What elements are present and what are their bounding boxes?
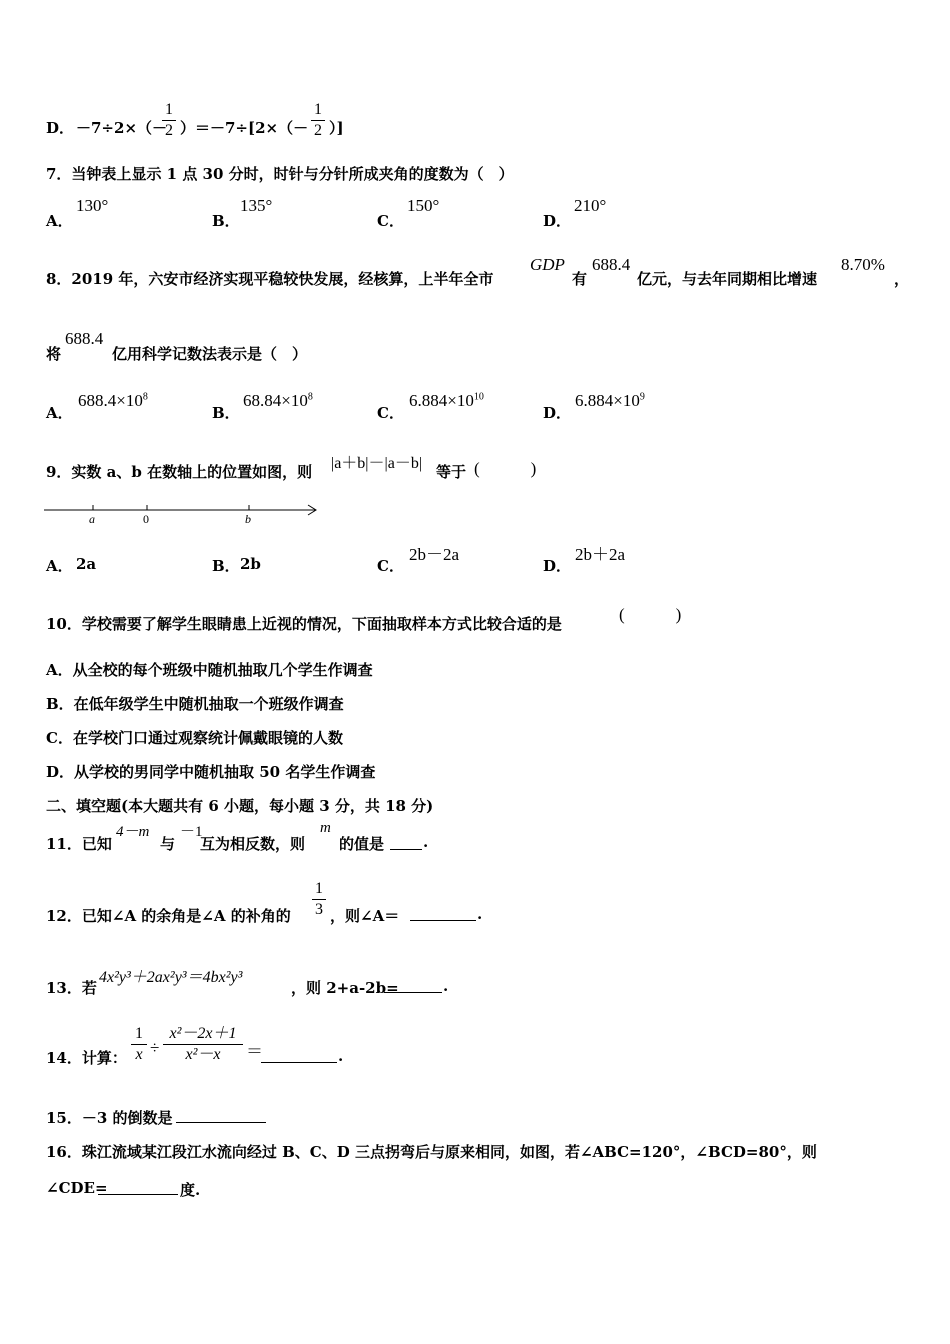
q9-option-b-label: B． [212, 557, 240, 575]
q8-option-c-label: C． [377, 404, 404, 422]
q8-stem-b: 亿元，与去年同期相比增速 [637, 270, 818, 288]
q9-option-d-value: 2b＋2a [575, 545, 626, 564]
q16-line2-b: 度. [180, 1181, 201, 1199]
q8-option-d-value: $6.884\times 10^9$ [575, 391, 645, 410]
q8-comma: ， [894, 270, 910, 288]
q11-a: 11．已知 [46, 835, 112, 853]
q8-option-b-value: $68.84\times 10^8$ [243, 391, 313, 410]
q16-line2-a: ∠CDE= [46, 1179, 108, 1197]
q11-answer-blank[interactable] [390, 835, 422, 850]
q11-expr1: 4－m [116, 824, 150, 840]
q14-a: 14．计算： [46, 1049, 127, 1067]
q6-option-d-part2: ）＝－7÷[2×（－ [180, 119, 309, 137]
q8-value: 688.4 [592, 255, 631, 274]
q8-stem-a: 8．2019 年，六安市经济实现平稳较快发展，经核算，上半年全市 [46, 270, 494, 288]
q8-option-c-value: $6.884\times 10^{10}$ [409, 391, 484, 410]
q8-line2-value: 688.4 [65, 329, 104, 348]
q8-option-a-value: $688.4\times 10^8$ [78, 391, 148, 410]
q11-b: 与 [160, 835, 176, 853]
q6-fraction-2-den: 2 [314, 122, 322, 139]
q11-expr2: －1 [180, 824, 203, 840]
q9-stem-b: 等于 [436, 463, 467, 481]
q14-answer-blank[interactable] [261, 1048, 337, 1063]
q14-fraction-2 [163, 1025, 243, 1064]
q13-b: ，则 2+a-2b= [291, 979, 399, 997]
q14-div: ÷ [150, 1038, 160, 1057]
q11-var: m [320, 820, 331, 836]
axis-label-b: b [245, 512, 251, 526]
q12-answer-blank[interactable] [410, 906, 476, 921]
axis-label-a: a [89, 512, 95, 526]
q7-option-c-value: 150° [407, 196, 440, 215]
q16-answer-blank[interactable] [98, 1180, 178, 1195]
q6-option-d-part3: ）] [329, 119, 344, 137]
q10-paren: ( ) [619, 605, 682, 624]
q15-a: 15．－3 的倒数是 [46, 1109, 173, 1127]
q14-fraction-2-den: x²－x [185, 1046, 221, 1063]
q8-gdp: GDP [530, 255, 565, 274]
q12-fraction-num: 1 [315, 880, 323, 897]
q11-end: . [423, 833, 429, 851]
q13-expr: 4x²y³＋2ax²y³＝4bx²y³ [99, 969, 243, 986]
q7-option-d-label: D． [543, 212, 572, 230]
q7-option-a-value: 130° [76, 196, 109, 215]
q10-stem: 10．学校需要了解学生眼睛患上近视的情况，下面抽取样本方式比较合适的是 [46, 615, 562, 633]
q10-option-b: B．在低年级学生中随机抽取一个班级作调查 [46, 695, 344, 713]
q6-fraction-1-den: 2 [165, 122, 173, 139]
q16-line1: 16．珠江流域某江段江水流向经过 B、C、D 三点拐弯后与原来相同，如图，若∠ABC=120°，∠BCD=80°，则 [46, 1143, 817, 1161]
q14-fraction-1-num: 1 [135, 1025, 143, 1042]
axis-label-zero: 0 [143, 512, 149, 526]
q8-option-a-label: A． [46, 404, 73, 422]
q9-stem-a: 9．实数 a、b 在数轴上的位置如图，则 [46, 463, 313, 481]
q9-option-c-value: 2b－2a [409, 545, 460, 564]
q9-option-a-value: 2a [76, 555, 97, 573]
q12-a: 12．已知∠A 的余角是∠A 的补角的 [46, 907, 291, 925]
q9-paren: ( ) [474, 459, 537, 478]
q10-option-d: D．从学校的男同学中随机抽取 50 名学生作调查 [46, 763, 376, 781]
q8-you: 有 [572, 270, 588, 288]
number-line-figure [44, 500, 324, 530]
q6-fraction-2 [311, 101, 325, 140]
q14-fraction-1-den: x [135, 1046, 143, 1063]
q6-fraction-1-num: 1 [165, 101, 173, 118]
q9-option-a-label: A． [46, 557, 73, 575]
q9-option-c-label: C． [377, 557, 404, 575]
q12-end: . [477, 905, 483, 923]
q9-expr: |a＋b|－|a－b| [331, 455, 423, 472]
section-2-heading: 二、填空题(本大题共有 6 小题，每小题 3 分，共 18 分) [46, 797, 434, 815]
q8-option-d-label: D． [543, 404, 572, 422]
q7-option-d-value: 210° [574, 196, 607, 215]
q8-line2-a: 将 [46, 345, 62, 363]
q8-line2-b: 亿用科学记数法表示是（ ） [112, 345, 308, 363]
q12-fraction [312, 880, 326, 919]
q13-a: 13．若 [46, 979, 97, 997]
q14-eq: ＝ [246, 1042, 263, 1061]
q6-option-d-part1: －7÷2×（－ [76, 119, 168, 137]
q11-c: 互为相反数，则 [200, 835, 306, 853]
q7-option-a-label: A． [46, 212, 73, 230]
q9-option-d-label: D． [543, 557, 572, 575]
q8-option-b-label: B． [212, 404, 240, 422]
q10-option-a: A．从全校的每个班级中随机抽取几个学生作调查 [46, 661, 373, 679]
q7-stem: 7．当钟表上显示 1 点 30 分时，时针与分针所成夹角的度数为（ ） [46, 165, 514, 183]
q12-b: ，则∠A＝ [330, 907, 400, 925]
q14-end: . [338, 1047, 344, 1065]
q15-answer-blank[interactable] [176, 1108, 266, 1123]
q8-rate: 8.70% [841, 255, 885, 274]
q6-fraction-2-num: 1 [314, 101, 322, 118]
q7-option-c-label: C． [377, 212, 404, 230]
q9-option-b-value: 2b [240, 555, 261, 573]
q14-fraction-1 [131, 1025, 147, 1064]
q12-fraction-den: 3 [315, 901, 323, 918]
q7-option-b-label: B． [212, 212, 240, 230]
q13-answer-blank[interactable] [384, 978, 442, 993]
q14-fraction-2-num: x²－2x＋1 [169, 1025, 237, 1042]
q7-option-b-value: 135° [240, 196, 273, 215]
q6-fraction-1 [162, 101, 176, 140]
q10-option-c: C．在学校门口通过观察统计佩戴眼镜的人数 [46, 729, 343, 747]
q13-end: . [443, 977, 449, 995]
q11-d: 的值是 [339, 835, 385, 853]
q6-option-d-label: D． [46, 119, 75, 137]
